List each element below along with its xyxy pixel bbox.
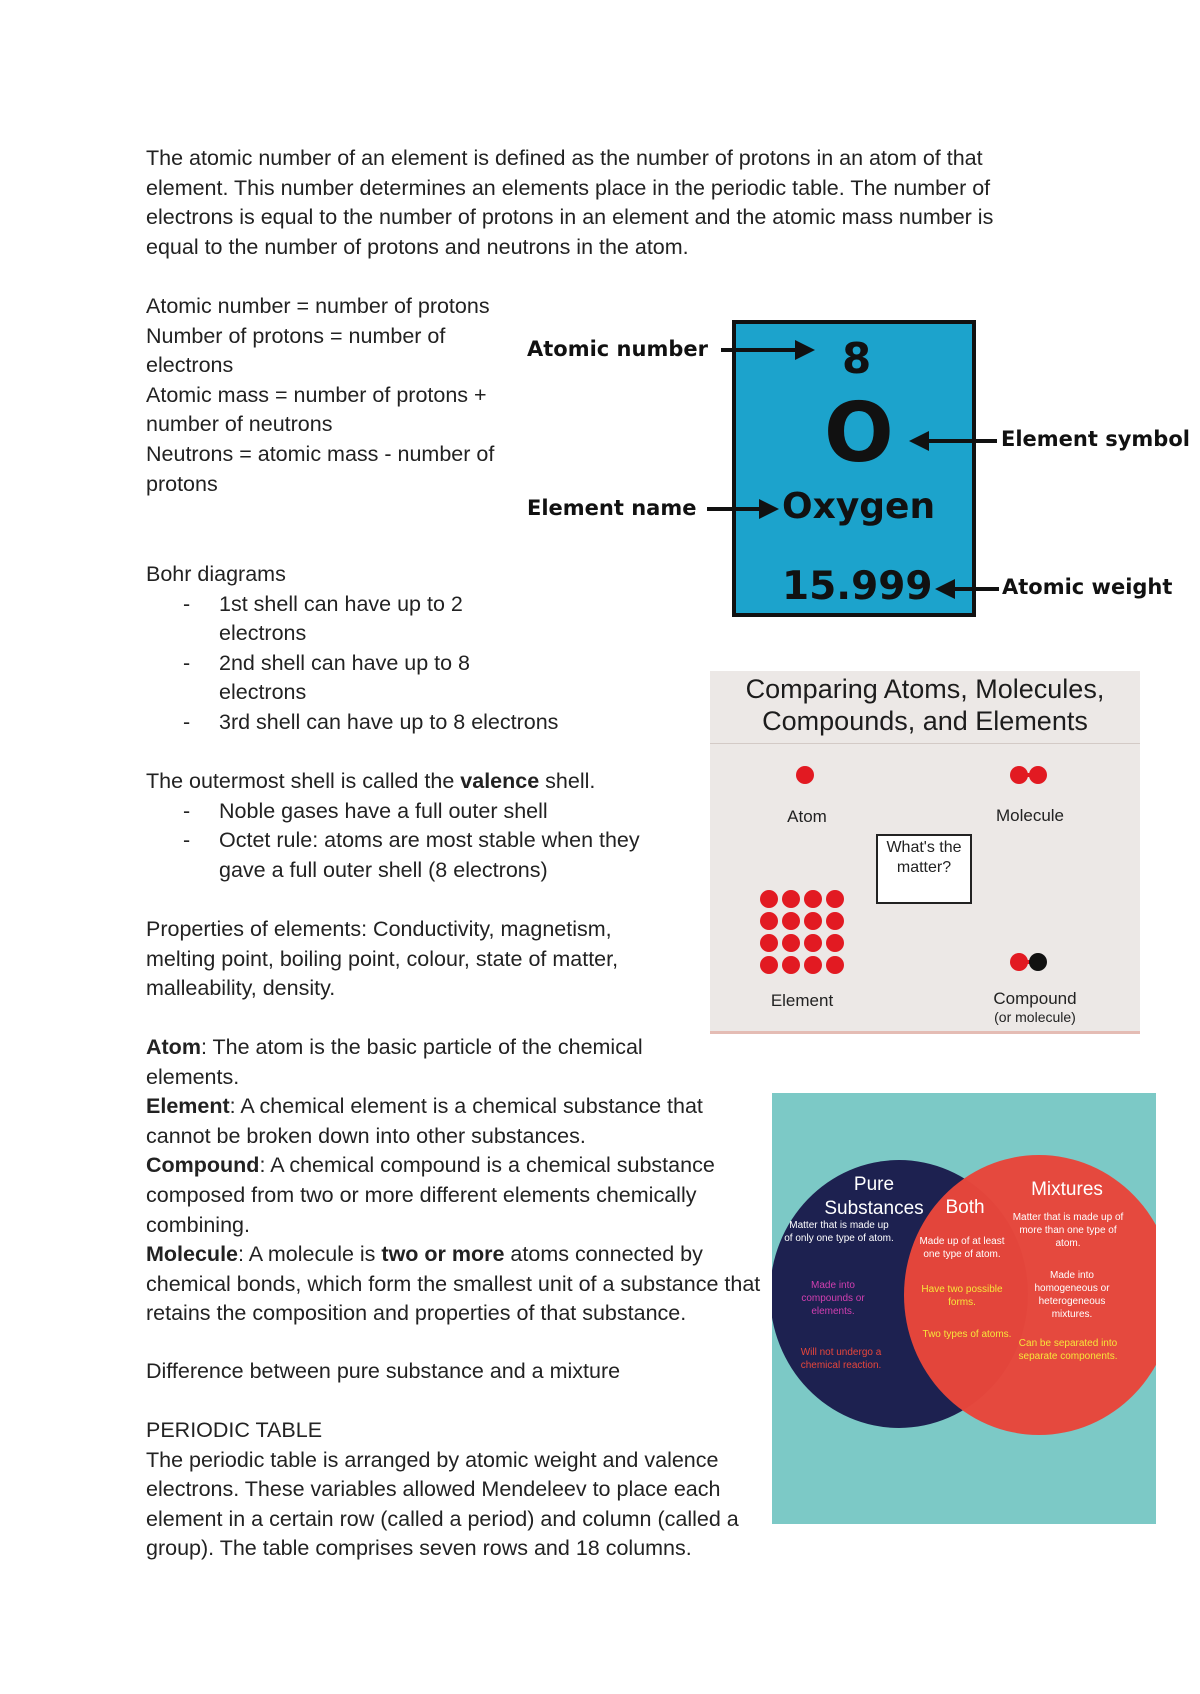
mixtures-item: Can be separated into separate components. — [1018, 1338, 1118, 1362]
definition-compound: Compound: A chemical compound is a chemical substance composed from two or more different elements chemically combining. — [146, 1153, 715, 1237]
callout-element-symbol: Element symbol — [1001, 427, 1190, 451]
callout-atomic-number: Atomic number — [527, 337, 708, 361]
formula-neutrons: Neutrons = atomic mass - number of protons — [146, 441, 495, 496]
element-dot-icon — [804, 890, 822, 908]
element-dot-icon — [782, 912, 800, 930]
valence-section — [146, 767, 691, 885]
element-grid-icon — [760, 890, 848, 978]
element-dot-icon — [760, 912, 778, 930]
mixtures-item: Matter that is made up of more than one type of atom. — [1012, 1212, 1124, 1249]
element-dot-icon — [804, 934, 822, 952]
intro-paragraph: The atomic number of an element is defined as the number of protons in an atom of that element. This number determines an elements place in the periodic table. The number of electrons is equal to the number of protons in an element and the atomic mass number is equal to the number of protons and neutrons in the atom. — [146, 146, 994, 259]
element-dot-icon — [760, 890, 778, 908]
compound-label: Compound (or molecule) — [993, 989, 1077, 1025]
compare-title: Comparing Atoms, Molecules, Compounds, and Elements — [745, 674, 1105, 736]
element-dot-icon — [782, 890, 800, 908]
callout-atomic-weight: Atomic weight — [1002, 575, 1173, 599]
element-symbol: O — [824, 386, 894, 481]
arrow-left-icon — [933, 576, 1001, 602]
pure-item: Will not undergo a chemical reaction. — [800, 1347, 882, 1371]
atom-label: Atom — [787, 807, 827, 826]
element-dot-icon — [826, 956, 844, 974]
bottom-border — [710, 1031, 1140, 1034]
periodic-section — [146, 1416, 751, 1564]
difference-line: Difference between pure substance and a mixture — [146, 1359, 621, 1383]
element-label: Element — [770, 991, 834, 1010]
valence-item: - Noble gases have a full outer shell — [183, 798, 548, 823]
formula-atomic-number: Atomic number = number of protons — [146, 294, 490, 318]
arrow-left-icon — [907, 428, 999, 454]
callout-element-name: Element name — [527, 496, 697, 520]
element-dot-icon — [760, 934, 778, 952]
mixtures-title: Mixtures — [1031, 1179, 1103, 1200]
bohr-item: - 2nd shell can have up to 8 electrons — [183, 650, 471, 705]
venn-diagram-figure — [772, 1093, 1156, 1524]
element-dot-icon — [782, 956, 800, 974]
bohr-item: - 3rd shell can have up to 8 electrons — [183, 709, 559, 734]
properties-paragraph: Properties of elements: Conductivity, magnetism, melting point, boiling point, colour, state of matter, malleability, density. — [146, 917, 619, 1001]
element-weight: 15.999 — [782, 564, 933, 609]
arrow-right-icon — [719, 337, 819, 363]
element-dot-icon — [826, 934, 844, 952]
periodic-heading: PERIODIC TABLE — [146, 1418, 323, 1442]
element-dot-icon — [826, 912, 844, 930]
divider — [710, 743, 1140, 744]
both-item: Made up of at least one type of atom. — [919, 1236, 1005, 1260]
element-dot-icon — [782, 934, 800, 952]
both-title: Both — [945, 1197, 985, 1218]
element-name: Oxygen — [782, 486, 936, 527]
formula-atomic-mass: Atomic mass = number of protons + number of neutrons — [146, 382, 487, 437]
definitions-section — [146, 1033, 761, 1329]
element-dot-icon — [804, 912, 822, 930]
element-dot-icon — [760, 956, 778, 974]
element-dot-icon — [804, 956, 822, 974]
both-item: Have two possible forms. — [921, 1284, 1003, 1308]
element-atomic-number: 8 — [842, 334, 872, 383]
whats-the-matter-box: What's the matter? — [876, 834, 972, 904]
formula-protons: Number of protons = number of electrons — [146, 323, 446, 378]
formula-list — [146, 292, 511, 499]
both-item: Two types of atoms. — [922, 1329, 1012, 1340]
periodic-text: The periodic table is arranged by atomic weight and valence electrons. These variables allowed Mendeleev to place each element in a certain row (called a period) and column (called a group). The table comprises seven rows and 18 columns. — [146, 1447, 739, 1561]
arrow-right-icon — [705, 496, 783, 522]
definition-atom: Atom: The atom is the basic particle of the chemical elements. — [146, 1035, 643, 1089]
pure-item: Matter that is made up of only one type of atom. — [784, 1220, 894, 1244]
pure-item: Made into compounds or elements. — [801, 1280, 865, 1317]
molecule-label: Molecule — [995, 806, 1065, 825]
atom-dot-icon — [796, 766, 814, 784]
valence-sentence: The outermost shell is called the valence shell. — [146, 769, 596, 793]
pure-title: Pure Substances — [824, 1174, 924, 1219]
element-dot-icon — [826, 890, 844, 908]
mixtures-item: Made into homogeneous or heterogeneous mixtures. — [1034, 1270, 1110, 1320]
bohr-item: - 1st shell can have up to 2 electrons — [183, 591, 463, 646]
valence-item: - Octet rule: atoms are most stable when they gave a full outer shell (8 electrons) — [183, 828, 640, 882]
element-card-figure — [525, 312, 1200, 632]
definition-element: Element: A chemical element is a chemical substance that cannot be broken down into other substances. — [146, 1094, 703, 1148]
bohr-heading: Bohr diagrams — [146, 562, 286, 586]
definition-molecule: Molecule: A molecule is two or more atoms connected by chemical bonds, which form the smallest unit of a substance that retains the composition and properties of that substance. — [146, 1242, 761, 1326]
comparing-atoms-figure — [710, 671, 1140, 1034]
